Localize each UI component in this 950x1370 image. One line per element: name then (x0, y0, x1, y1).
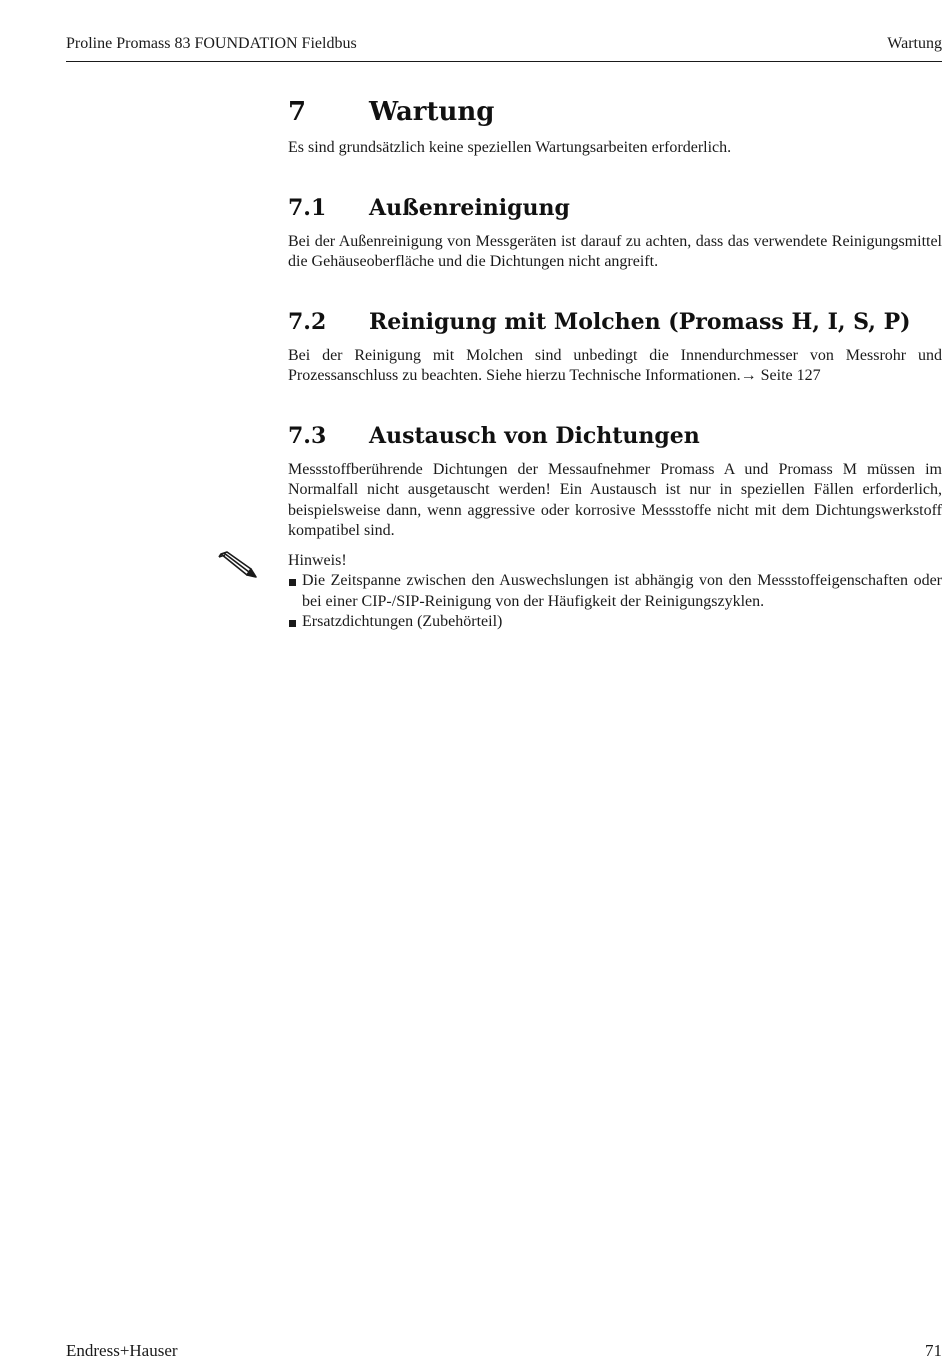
section-heading-7-2 (288, 307, 942, 337)
section-title: Austausch von Dichtungen (369, 422, 700, 449)
section-heading-7-3 (288, 421, 942, 451)
page-reference-link[interactable]: → Seite 127 (740, 367, 821, 384)
chapter-number: 7 (288, 97, 307, 127)
chapter-heading (288, 95, 942, 129)
pencil-icon (218, 551, 258, 579)
bullet-square-icon (289, 620, 296, 627)
section-body: Bei der Reinigung mit Molchen sind unbedingt die Innendurchmesser von Messrohr und Prozessanschluss zu beachten. Siehe hierzu Technische Informationen. (288, 346, 942, 384)
header-chapter-title: Wartung (887, 35, 942, 52)
note-list (288, 571, 942, 633)
section-heading-7-1 (288, 193, 942, 223)
list-item (288, 612, 942, 633)
list-item-text: Ersatzdichtungen (Zubehörteil) (302, 613, 503, 630)
section-text-7-2 (288, 346, 942, 387)
section-text-7-1: Bei der Außenreinigung von Messgeräten ist darauf zu achten, dass das verwendete Reinigungsmittel die Gehäuseoberfläche und die Dichtungen nicht angreift. (288, 232, 942, 270)
section-text-7-3: Messstoffberührende Dichtungen der Messaufnehmer Promass A und Promass M müssen im Normalfall nicht ausgetauscht werden! Ein Austausch ist nur in speziellen Fällen erforderlich, beispielsweise dann, wenn aggressive oder korrosive Messstoffe nicht mit dem Dichtungswerkstoff kompatibel sind. (288, 460, 942, 539)
section-title: Reinigung mit Molchen (Promass H, I, S, P) (369, 308, 911, 335)
section-number: 7.3 (288, 422, 327, 449)
chapter-intro-text: Es sind grundsätzlich keine speziellen Wartungsarbeiten erforderlich. (288, 139, 732, 156)
footer-company: Endress+Hauser (66, 1341, 178, 1360)
page-header (66, 32, 942, 62)
section-title: Außenreinigung (369, 194, 570, 221)
note-title: Hinweis! (288, 551, 347, 569)
page-content (288, 95, 942, 633)
section-number: 7.2 (288, 308, 327, 335)
list-item (288, 571, 942, 612)
footer-page-number: 71 (925, 1341, 942, 1360)
note-block (288, 551, 942, 633)
bullet-square-icon (289, 579, 296, 586)
section-number: 7.1 (288, 194, 327, 221)
list-item-text: Die Zeitspanne zwischen den Auswechslungen ist abhängig von den Messstoffeigenschaften oder bei einer CIP-/SIP-Reinigung von der Häufigkeit der Reinigungszyklen. (302, 572, 942, 610)
chapter-title: Wartung (369, 97, 495, 127)
header-document-title: Proline Promass 83 FOUNDATION Fieldbus (66, 35, 357, 52)
